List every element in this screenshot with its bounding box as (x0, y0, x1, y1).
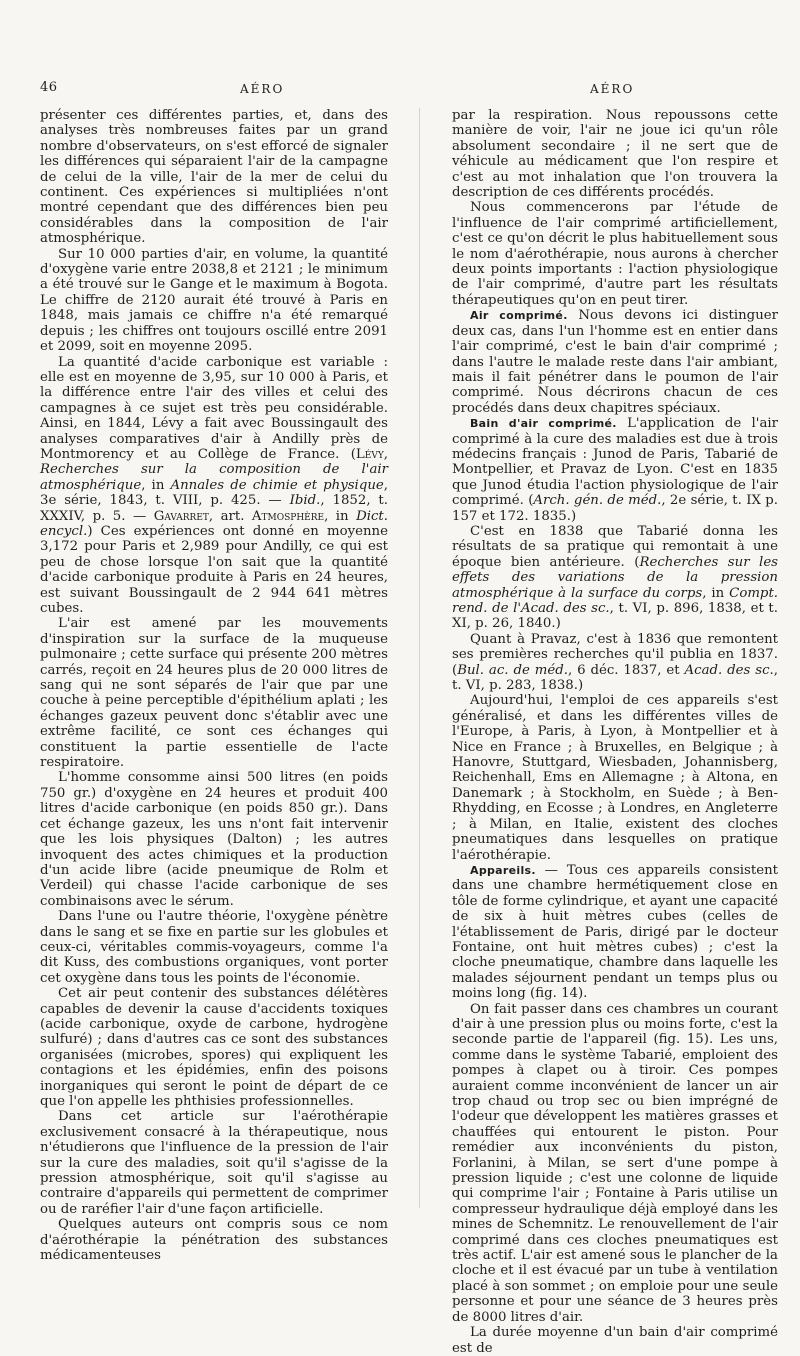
text-run: ) Ces expériences ont donné en moyenne 3,172 pour Paris et 2,989 pour Andilly, ce qui est peu de chose lorsque l'on sait que la quantité d'acide carbonique produite à Paris en 24 heures, est suivant Boussingault de 2 944 641 mètres cubes. (40, 523, 388, 616)
citation-title: Recherches sur la composition de l'air atmosphérique (40, 462, 388, 493)
paragraph: L'homme consomme ainsi 500 litres (en poids 750 gr.) d'oxygène en 24 heures et produit 400 litres d'acide carbonique (en poids 850 gr.). Dans cet échange gazeux, les uns n'ont fait intervenir que les lois physiques (Dalton) ; les autres invoquent des actes chimiques et la production d'un acide libre (acide pneumique de Rolm et Verdeil) qui chasse l'acide carbonique de ses combinaisons avec le sérum. (40, 770, 388, 909)
text-run: , t. VI, p. 283, 1838.) (452, 662, 779, 694)
paragraph: présenter ces différentes parties, et, dans des analyses très nombreuses faites par un grand nombre d'observateurs, on s'est efforcé de signaler les différences qui séparaient l'air de la campagne de celui de la ville, l'air de la mer de celui du continent. Ces expériences si multipliées n'ont montré cependant que des différences bien peu considérables dans la composition de l'air atmosphérique. (40, 108, 388, 247)
text-run: , 3e série, 1843, t. VIII, p. 425. — (40, 477, 388, 509)
article-name: Atmosphère (251, 508, 325, 524)
text-run: , 6 déc. 1837, et (567, 662, 685, 678)
paragraph: Aujourd'hui, l'emploi de ces appareils s'est généralisé, et dans les différentes villes de l'Europe, à Paris, à Lyon, à Montpellier et à Nice en France ; à Bruxelles, en Belgique ; à Hanovre, Stuttgard, Wiesbaden, Johannisberg, Reichenhall, Ems en Allemagne ; à Altona, en Danemark ; à Stockholm, en Suède ; à Ben-Rhydding, en Ecosse ; à Londres, en Angleterre ; à Milan, en Italie, existent des cloches pneumatiques dans lesquelles on pratique l'aérothérapie. (452, 693, 778, 863)
paragraph: Quelques auteurs ont compris sous ce nom d'aérothérapie la pénétration des substances médicamenteuses (40, 1217, 388, 1264)
paragraph: Dans cet article sur l'aérothérapie exclusivement consacré à la thérapeutique, nous n'étudierons que l'influence de la pression de l'air sur la cure des maladies, soit qu'il s'agisse de la pression atmosphérique, soit qu'il s'agisse au contraire d'appareils qui permettent de comprimer ou de raréfier l'air d'une façon artificielle. (40, 1109, 388, 1217)
paragraph: La quantité d'acide carbonique est variable : elle est en moyenne de 3,95, sur 10 000 à Paris, et la différence entre l'air des villes et celui des campagnes à ce sujet est très peu considérable. Ainsi, en 1844, Lévy a fait avec Boussingault des analyses comparatives d'air à Andilly près de Montmorency et au Collège de France. (Lévy, Recherches sur la composition de l'air atmosphérique, in Annales de chimie et physique, 3e série, 1843, t. VIII, p. 425. — Ibid., 1852, t. XXXIV, p. 5. — Gavarret, art. Atmosphère, in Dict. encycl.) Ces expériences ont donné en moyenne 3,172 pour Paris et 2,989 pour Andilly, ce qui est peu de chose lorsque l'on sait que la quantité d'acide carbonique produite à Paris en 24 heures, est suivant Boussingault de 2 944 641 mètres cubes. (40, 354, 388, 616)
journal-name: Arch. gén. de méd. (533, 493, 662, 509)
paragraph: Dans l'une ou l'autre théorie, l'oxygène pénètre dans le sang et se fixe en partie sur les globules et ceux-ci, véritables commis-voyageurs, comme l'a dit Kuss, des combustions organiques, vont porter cet oxygène dans tous les points de l'économie. (40, 909, 388, 986)
left-column (40, 108, 388, 1264)
text-run: L'application de l'air comprimé à la cure des maladies est due à trois médecins français : Junod de Paris, Tabarié de Montpellier, et Pravaz de Lyon. C'est en 1835 que Junod étudia l'action physiologique de l'air comprimé. ( (452, 416, 778, 509)
text-run: La quantité d'acide carbonique est variable : elle est en moyenne de 3,95, sur 10 000 à Paris, et la différence entre l'air des villes et celui des campagnes à ce sujet est très peu considérable. Ainsi, en 1844, Lévy a fait avec Boussingault des analyses comparatives d'air à Andilly près de Montmorency et au Collège de France. ( (40, 354, 388, 462)
citation-title: Recherches sur les effets des variations de la pression atmosphérique à la surface du corps (452, 554, 779, 601)
page-number: 46 (40, 80, 58, 95)
paragraph: La durée moyenne d'un bain d'air comprimé est de (452, 1325, 778, 1356)
paragraph (452, 416, 778, 524)
ibid-ref: Ibid. (289, 493, 321, 509)
section-heading: Appareils. (470, 863, 536, 877)
text-run: Quant à Pravaz, c'est à 1836 que remontent ses premières recherches qu'il publia en 1837. ( (452, 631, 778, 678)
right-column (452, 108, 779, 1356)
paragraph: Nous commencerons par l'étude de l'influence de l'air comprimé artificiellement, c'est ce qu'on décrit le plus habituellement sous le nom d'aérothérapie, nous aurons à chercher deux points importants : l'action physiologique de l'air comprimé, d'autre part les résultats thérapeutiques qu'on en peut tirer. (452, 200, 778, 308)
author-name: Gavarret (153, 508, 209, 524)
paragraph: On fait passer dans ces chambres un courant d'air à une pression plus ou moins forte, c'est la seconde partie de l'appareil (fig. 15). Les uns, comme dans le système Tabarié, emploient des pompes à clapet ou à tiroir. Ces pompes auraient comme inconvénient de lancer un air trop chaud ou trop sec ou bien imprégné de l'odeur que développent les matières grasses et chauffées qui entourent le piston. Pour remédier aux inconvénients du piston, Forlanini, à Milan, se sert d'une pompe à pression liquide ; c'est une colonne de liquide qui comprime l'air ; Fontaine à Paris utilise un compresseur hydraulique déjà employé dans les mines de Schemnitz. Le renouvellement de l'air comprimé dans ces cloches pneumatiques est très actif. L'air est amené sous le plancher de la cloche et il est évacué par un tube à ventilation placé à son sommet ; on emploie pour une seule personne et pour une séance de 3 heures près de 8000 litres d'air. (452, 1001, 778, 1325)
paragraph (452, 524, 778, 632)
paragraph: L'air est amené par les mouvements d'inspiration sur la surface de la muqueuse pulmonaire ; cette surface qui présente 200 mètres carrés, reçoit en 24 heures plus de 20 000 litres de sang qui ne sont séparés de l'air que par une couche à peine perceptible d'épithélium aplati ; les échanges gazeux peuvent donc s'établir avec une extrême facilité, ce sont ces échanges qui constituent la partie essentielle de l'acte respiratoire. (40, 616, 388, 771)
text-run: , art. (208, 508, 252, 524)
section-heading: Bain d'air comprimé. (470, 417, 617, 431)
running-head-left: AÉRO (240, 82, 285, 96)
text-run: , in (702, 585, 730, 601)
author-name: Lévy (355, 446, 384, 462)
text-run: Nous devons ici distinguer deux cas, dans l'un l'homme est en entier dans l'air comprimé, c'est le bain d'air comprimé ; dans l'autre le malade reste dans l'air ambiant, mais il fait pénétrer dans le poumon de l'air comprimé. Nous décrirons chacun de ces procédés dans deux chapitres spéciaux. (452, 308, 778, 416)
text-run: , t. VI, p. 896, 1838, et t. XI, p. 26, 1840.) (452, 601, 778, 632)
journal-name: Dict. encycl. (40, 508, 388, 539)
text-run: — Tous ces appareils consistent dans une chambre hermétiquement close en tôle de forme cylindrique, et ayant une capacité de six à huit mètres cubes (celles de l'établissement de Paris, dirigé par le docteur Fontaine, ont huit mètres cubes) ; c'est la cloche pneumatique, chambre dans laquelle les malades séjournent pendant un temps plus ou moins long (fig. 14). (452, 862, 778, 1002)
paragraph (452, 632, 778, 694)
paragraph: par la respiration. Nous repoussons cette manière de voir, l'air ne joue ici qu'un rôle absolument secondaire ; il ne sert que de véhicule au médicament que l'on respire et c'est au mot inhalation que l'on trouvera la description de ces différents procédés. (452, 108, 778, 201)
paragraph (452, 863, 778, 1002)
text-run: , in (141, 477, 171, 493)
running-head-right: AÉRO (590, 82, 635, 96)
column-divider (419, 108, 420, 1208)
journal-name: Annales de chimie et physique (170, 477, 384, 493)
text-run: , 2e série, t. IX p. 157 et 172. 1835.) (452, 493, 778, 524)
text-run: , 1852, t. XXXIV, p. 5. — (40, 493, 388, 524)
journal-name: Bul. ac. de méd. (457, 662, 568, 678)
paragraph: Sur 10 000 parties d'air, en volume, la quantité d'oxygène varie entre 2038,8 et 2121 ; le minimum a été trouvé sur le Gange et le maximum à Bogota. Le chiffre de 2120 aurait été trouvé à Paris en 1848, mais jamais ce chiffre n'a été remarqué depuis ; les chiffres ont toujours oscillé entre 2091 et 2099, soit en moyenne 2095. (40, 246, 388, 355)
text-run: , in (324, 508, 357, 524)
journal-name: Acad. des sc. (684, 662, 774, 678)
journal-name: Compt. rend. de l'Acad. des sc. (452, 585, 779, 616)
section-heading: Air comprimé. (470, 309, 568, 323)
paragraph: Cet air peut contenir des substances délétères capables de devenir la cause d'accidents toxiques (acide carbonique, oxyde de carbone, hydrogène sulfuré) ; dans d'autres cas ce sont des substances organisées (microbes, spores) qui expliquent les contagions et les épidémies, enfin des poisons inorganiques qui seront le point de départ de ce que l'on appelle les phthisies professionnelles. (40, 986, 388, 1109)
text-run: C'est en 1838 que Tabarié donna les résultats de sa pratique qui remontait à une époque bien antérieure. ( (452, 523, 778, 570)
paragraph (452, 308, 778, 416)
